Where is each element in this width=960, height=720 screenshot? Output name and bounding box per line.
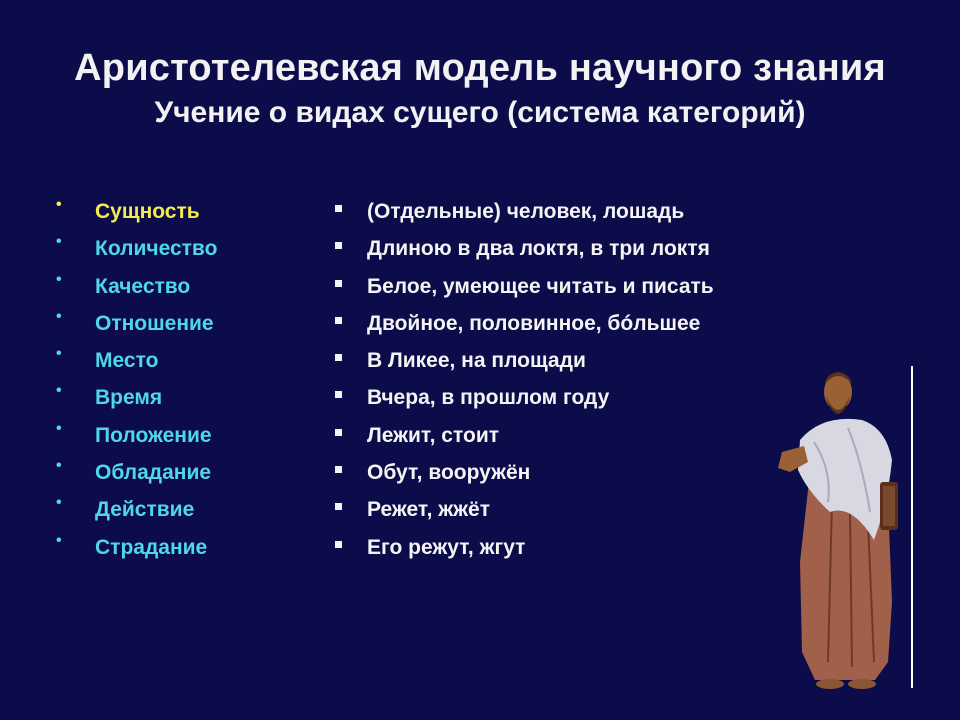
square-bullet-icon — [335, 205, 342, 212]
example-item — [330, 196, 714, 233]
categories-list — [56, 196, 217, 569]
example-item — [330, 494, 714, 531]
category-item — [56, 382, 217, 419]
example-label: Вчера, в прошлом году — [367, 386, 610, 410]
figure-left-foot — [816, 679, 844, 689]
example-label: Длиною в два локтя, в три локтя — [367, 237, 710, 261]
example-label: Двойное, половинное, бóльшее — [367, 311, 701, 335]
category-label: Место — [95, 349, 159, 373]
bullet-icon: • — [56, 345, 62, 363]
category-item — [56, 345, 217, 382]
bullet-icon: • — [56, 233, 62, 251]
category-label: Количество — [95, 237, 218, 261]
bullet-icon: • — [56, 419, 62, 437]
bullet-icon: • — [56, 307, 62, 325]
example-label: Лежит, стоит — [367, 423, 500, 447]
aristotle-figure-image — [770, 362, 920, 692]
category-item — [56, 457, 217, 494]
category-label: Действие — [95, 498, 195, 522]
category-item — [56, 271, 217, 308]
example-label: Его режут, жгут — [367, 535, 526, 559]
example-label: В Ликее, на площади — [367, 349, 586, 373]
square-bullet-icon — [335, 354, 342, 361]
square-bullet-icon — [335, 280, 342, 287]
figure-edge-line — [911, 366, 913, 688]
square-bullet-icon — [335, 391, 342, 398]
square-bullet-icon — [335, 466, 342, 473]
category-label: Обладание — [95, 461, 212, 485]
category-item — [56, 196, 217, 233]
slide-subtitle: Учение о видах сущего (система категорий) — [154, 96, 806, 129]
bullet-icon: • — [56, 270, 62, 288]
category-item — [56, 233, 217, 270]
category-item — [56, 420, 217, 457]
figure-right-foot — [848, 679, 876, 689]
example-item — [330, 532, 714, 569]
category-label: Время — [95, 386, 163, 410]
category-item — [56, 308, 217, 345]
category-label: Качество — [95, 274, 191, 298]
category-label: Положение — [95, 423, 212, 447]
square-bullet-icon — [335, 503, 342, 510]
example-item — [330, 457, 714, 494]
category-item — [56, 532, 217, 569]
example-label: (Отдельные) человек, лошадь — [367, 200, 685, 223]
bullet-icon: • — [56, 531, 62, 549]
examples-list — [330, 196, 714, 569]
category-label: Страдание — [95, 535, 208, 559]
example-item — [330, 233, 714, 270]
bullet-icon: • — [56, 382, 62, 400]
square-bullet-icon — [335, 429, 342, 436]
example-item — [330, 382, 714, 419]
category-label: Сущность — [95, 200, 200, 223]
square-bullet-icon — [335, 317, 342, 324]
square-bullet-icon — [335, 242, 342, 249]
example-item — [330, 420, 714, 457]
example-item — [330, 308, 714, 345]
slide-title: Аристотелевская модель научного знания — [74, 47, 886, 89]
bullet-icon: • — [56, 494, 62, 512]
example-item — [330, 345, 714, 382]
example-label: Режет, жжёт — [367, 498, 491, 522]
category-item — [56, 494, 217, 531]
figure-book-cover — [883, 486, 895, 526]
example-item — [330, 271, 714, 308]
example-label: Белое, умеющее читать и писать — [367, 274, 714, 298]
bullet-icon: • — [56, 457, 62, 475]
example-label: Обут, вооружён — [367, 461, 531, 485]
category-label: Отношение — [95, 311, 214, 335]
square-bullet-icon — [335, 541, 342, 548]
bullet-icon: • — [56, 196, 62, 213]
